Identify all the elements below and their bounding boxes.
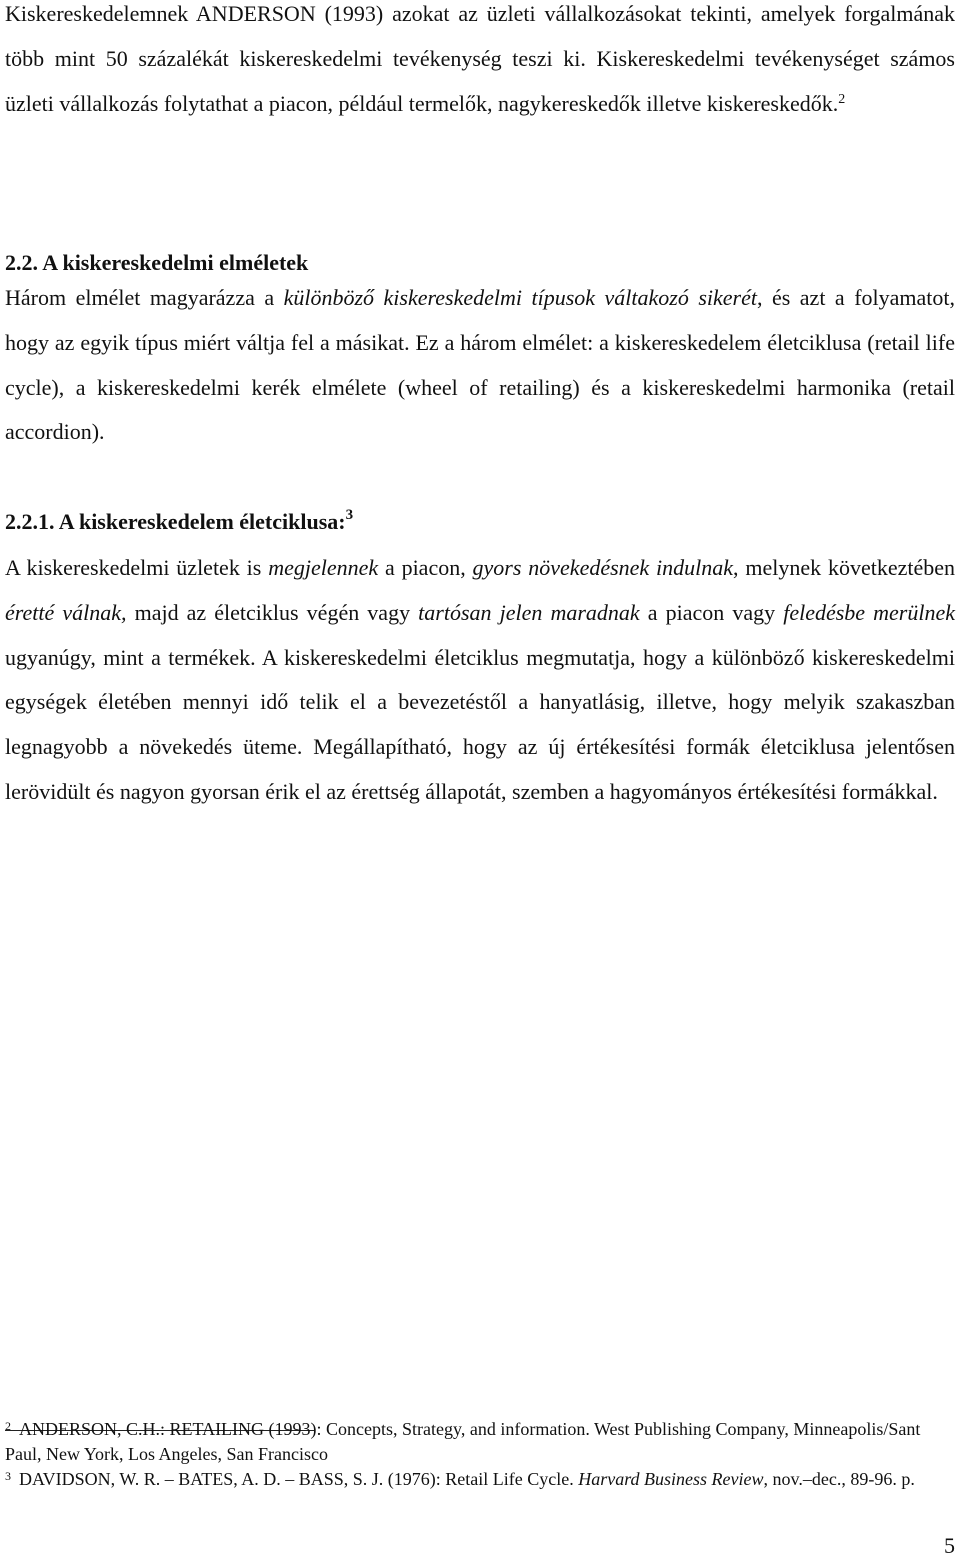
page-number: 5	[944, 1533, 955, 1558]
footnote-text: , nov.–dec., 89-96. p.	[763, 1469, 915, 1489]
subsection-emphasis: megjelennek	[268, 555, 379, 580]
intro-paragraph	[5, 0, 955, 126]
subsection-emphasis: feledésbe merülnek	[783, 599, 956, 625]
subsection-emphasis: gyors növekedésnek indulnak	[472, 555, 734, 580]
section-heading: 2.2. A kiskereskedelmi elméletek	[5, 250, 309, 275]
footnote-ref-3: 3	[345, 507, 354, 523]
subsection-text: a piacon,	[378, 555, 473, 580]
subsection-paragraph	[5, 546, 955, 815]
subsection-text: a piacon vagy	[639, 599, 784, 625]
subsection-emphasis: éretté válnak,	[5, 599, 127, 625]
subsection-text: A kiskereskedelmi üzletek is	[5, 555, 269, 580]
footnote-journal: Harvard Business Review	[578, 1469, 764, 1489]
footnote-text: ANDERSON, C.H.: RETAILING (1993): Concepts, Strategy, and information. West Publishing Company, Minneapolis/Sant Paul, New York, Los Angeles, San Francisco	[5, 1419, 921, 1464]
footnote-mark: 2	[5, 1419, 11, 1433]
footnote-3	[5, 1467, 955, 1492]
section-text: Három elmélet magyarázza a	[5, 285, 284, 310]
section-paragraph	[5, 276, 955, 455]
subsection-heading-text: 2.2.1. A kiskereskedelem életciklusa:	[5, 509, 346, 534]
subsection-heading	[5, 507, 955, 537]
subsection-text: majd az életciklus végén vagy	[126, 599, 419, 625]
footnote-ref-2: 2	[838, 91, 846, 107]
subsection-text: ugyanúgy, mint a termékek. A kiskereskedelmi életciklus megmutatja, hogy a különböző kiskereskedelmi egységek életében mennyi idő telik el a bevezetéstől a hanyatlásig, illetve, hogy melyik szakaszban legnagyobb a növekedés üteme. Megállapítható, hogy az új értékesítési formák életciklusa jelentősen lerövidült és nagyon gyorsan érik el az érettség állapotát, szemben a hagyományos értékesítési formákkal.	[5, 644, 955, 804]
section-text: , és azt a folyamatot, hogy az egyik típus miért váltja fel a másikat. Ez a három elmélet: a kiskereskedelem életciklusa (retail life cycle), a kiskereskedelmi kerék elmélete (wheel of retailing) és a kiskereskedelmi harmonika (retail accordion).	[5, 285, 955, 445]
footnote-mark: 3	[5, 1469, 11, 1483]
intro-text: Kiskereskedelemnek ANDERSON (1993) azokat az üzleti vállalkozásokat tekinti, amelyek forgalmának több mint 50 százalékát kiskereskedelmi tevékenység teszi ki. Kiskereskedelmi tevékenységet számos üzleti vállalkozás folytathat a piacon, például termelők, nagykereskedők illetve kiskereskedők.	[5, 1, 955, 116]
footnote-2	[5, 1417, 955, 1467]
subsection-emphasis: tartósan jelen maradnak	[418, 599, 640, 625]
subsection-text: , melynek következtében	[733, 555, 955, 580]
section-emphasis: különböző kiskereskedelmi típusok váltakozó sikerét	[283, 285, 757, 310]
footnote-text: DAVIDSON, W. R. – BATES, A. D. – BASS, S. J. (1976): Retail Life Cycle.	[19, 1469, 579, 1489]
